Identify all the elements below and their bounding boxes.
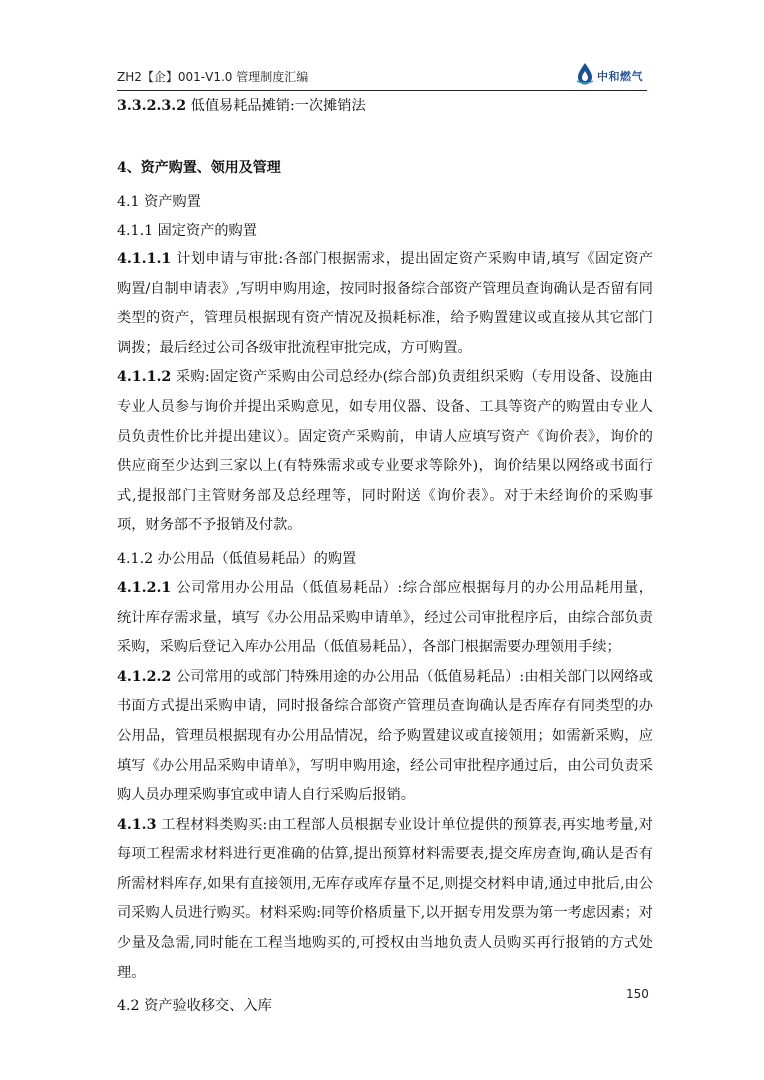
clause-text: 公司常用的或部门特殊用途的办公用品（低值易耗品）:由相关部门以网络或书面方式提出采购申请，同时报备综合部资产管理员查询确认是否库存有同类型的办公用品，管理员根据现有办公用品情况，给予购置建议或直接领用；如需新采购，应填写《办公用品采购申请单》，写明申购用途，经公司审批程序通过后，由公司负责采购人员办理采购事宜或申请人自行采购后报销。	[117, 668, 653, 804]
section-heading-4: 4、资产购置、领用及管理	[117, 160, 281, 176]
clause-text: 采购:固定资产采购由公司总经办(综合部)负责组织采购（专用设备、设施由专业人员参与询价并提出采购意见，如专用仪器、设备、工具等资产的购置由专业人员负责性价比并提出建议）。固定资产采购前，申请人应填写资产《询价表》，询价的供应商至少达到三家以上(有特殊需求或专业要求等除外)，询价结果以网络或书面行式,提报部门主管财务部及总经理等，同时附送《询价表》。对于未经询价的采购事项，财务部不予报销及付款。	[117, 369, 653, 534]
paragraph-3-3-2-3-2	[117, 96, 653, 117]
paragraph-4-1-2-2	[117, 663, 653, 811]
clause-text: 低值易耗品摊销:一次摊销法	[190, 98, 366, 114]
document-body	[117, 96, 653, 1021]
clause-number: 4.1.1.1	[117, 251, 172, 267]
clause-text: 工程材料类购买:由工程部人员根据专业设计单位提供的预算表,再实地考量,对每项工程需求材料进行更准确的估算,提出预算材料需要表,提交库房查询,确认是否有所需材料库存,如果有直接领用,无库存或库存量不足,则提交材料申请,通过申批后,由公司采购人员进行购买。材料采购:同等价格质量下,以开据专用发票为第一考虑因素；对少量及急需,同时能在工程当地购买的,可授权由当地负责人员购买再行报销的方式处理。	[117, 816, 653, 981]
header-divider	[117, 90, 647, 91]
section-heading-4-1-2: 4.1.2 办公用品（低值易耗品）的购置	[117, 550, 357, 567]
page-header	[117, 62, 647, 90]
company-logo	[575, 62, 647, 86]
clause-number: 4.1.2.1	[117, 579, 172, 596]
clause-number: 4.1.1.2	[117, 369, 172, 386]
paragraph-4-1-1-1	[117, 245, 653, 363]
clause-text: 公司常用办公用品（低值易耗品）:综合部应根据每月的办公用品耗用量， 统计库存需求量，填写《办公用品采购申请单》，经过公司审批程序后，由综合部负责采购，采购后登记入库办公用品（低值易耗品），各部门根据需要办理领用手续；	[117, 579, 653, 656]
clause-number: 3.3.2.3.2	[117, 98, 187, 114]
logo-text: 中和燃气	[597, 70, 643, 83]
section-heading-4-2: 4.2 资产验收移交、入库	[117, 998, 272, 1015]
clause-text: 计划申请与审批:各部门根据需求，提出固定资产采购申请,填写《固定资产购置/自制申请表》,写明申购用途，按同时报备综合部资产管理员查询确认是否留有同类型的资产，管理员根据现有资产情况及损耗标准，给予购置建议或直接从其它部门调拨；最后经过公司各级审批流程审批完成，方可购置。	[117, 251, 653, 356]
section-heading-4-1: 4.1 资产购置	[117, 194, 201, 210]
flame-drop-icon	[575, 62, 595, 86]
clause-number: 4.1.2.2	[117, 668, 172, 685]
section-heading-4-1-1: 4.1.1 固定资产的购置	[117, 223, 257, 239]
paragraph-4-1-3	[117, 811, 653, 989]
paragraph-4-1-1-2	[117, 363, 653, 541]
clause-number: 4.1.3	[117, 816, 157, 833]
paragraph-4-1-2-1	[117, 574, 653, 663]
page-number: 150	[626, 987, 649, 1001]
header-title: ZH2【企】001-V1.0 管理制度汇编	[117, 70, 309, 84]
